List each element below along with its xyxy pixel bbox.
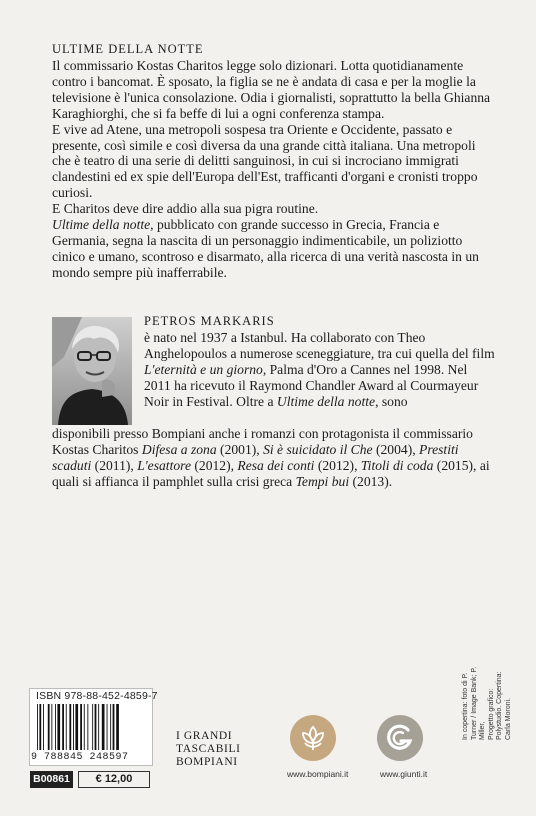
bio-year-3: (2004), [372,441,420,457]
blurb-paragraph-1: Il commissario Kostas Charitos legge solo dizionari. Lotta quotidianamente contro i bancomat. È sposato, la figlia se ne è andata di casa e per la moglie la televisione è l'unica consolazione. Odia i giornalisti, soprattutto la bella Ghianna Karaghiorghi, che si fa beffe di lui a ogni conferenza stampa. [52,58,491,121]
book-title-italic: Ultime della notte [52,217,151,233]
bio-year-6: (2012), [314,457,361,473]
giunti-url: www.giunti.it [380,769,428,779]
bio-text-b: , Palma d'Oro a Cannes nel 1998. Nel 2011 ha ricevuto il Raymond Chandler Award al Courmayeur Noir in Festival. Oltre a [144,361,479,409]
bio-year-5: (2012), [190,457,238,473]
blurb-paragraph-4-text: , pubblicato con grande successo in Grecia, Francia e Germania, segna la nascita di un personaggio indimenticabile, un poliziotto cinico e umano, scontroso e disarmato, alla ricerca di una verità nascosta in un mondo sempre più inafferrabile. [52,217,479,280]
bio-book-2: Difesa a zona [141,441,217,457]
blurb-paragraph-3: E Charitos deve dire addio alla sua pigra routine. [52,201,319,217]
author-name: PETROS MARKARIS [144,314,275,328]
bio-text-a: è nato nel 1937 a Istanbul. Ha collaborato con Theo Anghelopoulos a numerose sceneggiature, tra cui quella del film [144,330,495,361]
blurb-paragraph-4 [52,217,492,281]
bio-text-c-start: , sono [375,393,408,409]
bompiani-logo-icon [290,715,336,761]
book-title: ULTIME DELLA NOTTE [52,42,204,56]
bio-book-8: Tempi bui [295,473,350,489]
bio-year-4: (2011), [91,457,138,473]
cover-credits [462,660,513,740]
author-photo [52,317,132,425]
bio-book-1: Ultime della notte [276,393,376,409]
barcode-number: 9 788845 248597 [31,752,129,763]
bio-book-6: Resa dei conti [237,457,315,473]
bio-book-4: Prestiti scaduti [52,441,459,473]
author-bio-top [144,330,497,410]
bompiani-url: www.bompiani.it [287,769,349,779]
bio-book-5: L'esattore [137,457,191,473]
bio-book-7: Titoli di coda [360,457,434,473]
credits-line-1: In copertina: foto di P. Turner / Image Bank; P. Miller, [462,666,486,740]
film-title: L'eternità e un giorno [144,361,263,377]
series-line-2: TASCABILI [176,743,241,755]
giunti-logo-icon [377,715,423,761]
author-bio-bottom [52,426,497,490]
series-logo [176,730,241,769]
barcode [37,704,145,750]
series-line-3: BOMPIANI [176,756,238,768]
blurb-paragraph-2: E vive ad Atene, una metropoli sospesa tra Oriente e Occidente, passato e presente, così simile e così diversa da una grande città italiana. Una metropoli che è teatro di una serie di delitti sanguinosi, in cui si incrociano immigrati clandestini ed ex spie dell'Europa dell'Est, trafficanti d'organi e cronisti troppo curiosi. [52,121,478,201]
bio-year-2: (2001), [216,441,264,457]
series-line-1: I GRANDI [176,730,233,742]
blurb [52,41,492,281]
bio-book-3: Si è suicidato il Che [263,441,373,457]
price: € 12,00 [78,771,150,788]
bio-year-7: (2015), ai quali si affianca il pamphlet sulla crisi greca [52,457,490,489]
bio-year-8: (2013). [349,473,393,489]
credits-line-2: Progetto grafico: Polystudio. Copertina: Carla Moroni. [487,671,512,740]
isbn-text: ISBN 978-88-452-4859-7 [36,690,158,702]
bio-text-c: disponibili presso Bompiani anche i romanzi con protagonista il commissario Kostas Charitos [52,426,473,457]
product-code: B00861 [30,771,73,788]
